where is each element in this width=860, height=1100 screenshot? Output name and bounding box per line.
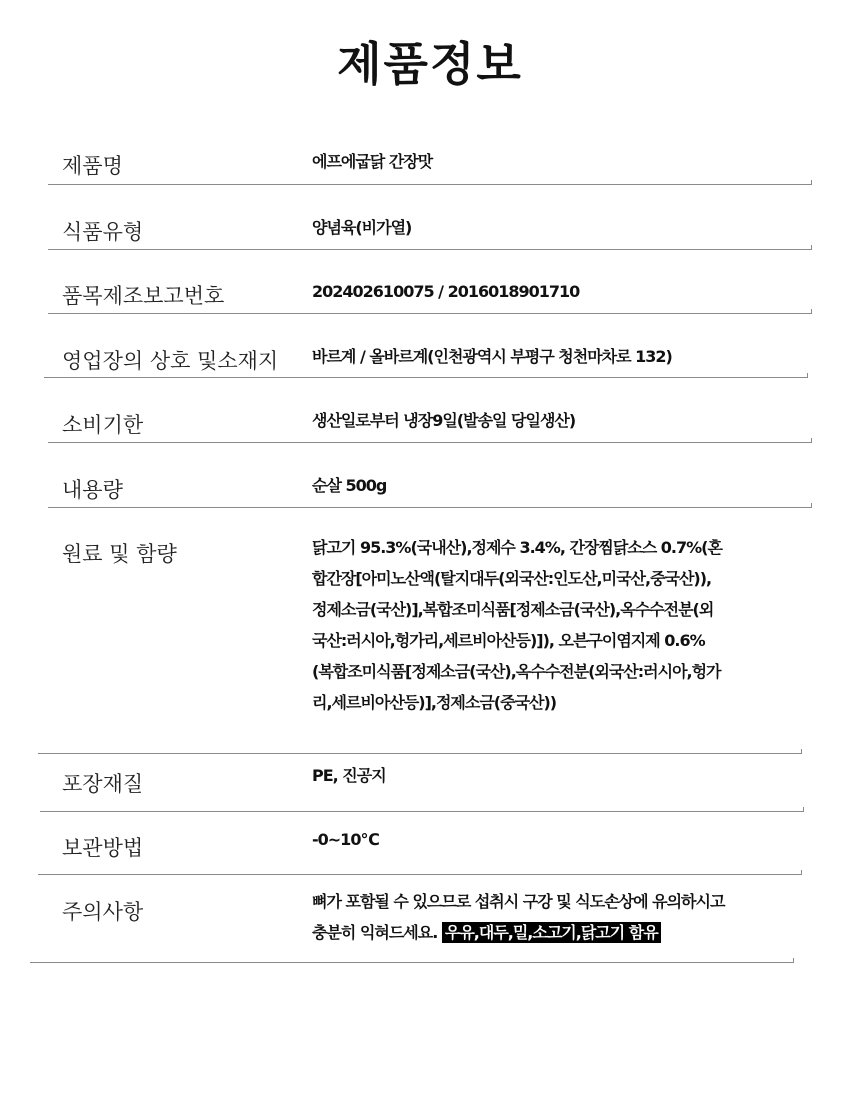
label-packaging: 포장재질 — [62, 772, 144, 796]
row-divider — [48, 507, 812, 508]
value-ingredients: 닭고기 95.3%(국내산),정제수 3.4%, 간장찜닭소스 0.7%(혼합간장[아미노산액(탈지대두(외국산:인도산,미국산,중국산)),정제소금(국산)],복합조미식품[정제소금(국산),옥수수전분(외국산:러시아,헝가리,세르비아산등)]), 오븐구이염지제 0.6%(복합조미식품[정제소금(국산),옥수수전분(외국산:러시아,헝가리,세르비아산등)],정제소금(중국산)) — [312, 538, 722, 712]
label-product-name: 제품명 — [62, 154, 123, 178]
value-product-name: 에프에굽닭 간장맛 — [312, 152, 433, 171]
value-storage: -0~10℃ — [312, 830, 379, 849]
label-food-type: 식품유형 — [62, 220, 144, 244]
row-divider — [48, 249, 812, 250]
caution-text: 뼈가 포함될 수 있으므로 섭취시 구강 및 식도손상에 유의하시고 충분히 익혀드세요. — [312, 892, 725, 942]
row-divider — [40, 811, 804, 812]
value-report-number: 202402610075 / 2016018901710 — [312, 282, 580, 301]
page-title: 제품정보 — [337, 37, 523, 91]
row-divider — [38, 874, 802, 875]
value-business-name-address: 바르계 / 올바르계(인천광역시 부평구 청천마차로 132) — [312, 347, 672, 366]
label-net-weight: 내용량 — [62, 478, 123, 502]
label-business-name-address: 영업장의 상호 및소재지 — [62, 349, 279, 373]
row-divider — [38, 753, 802, 754]
label-ingredients: 원료 및 함량 — [62, 542, 177, 566]
row-divider — [48, 313, 812, 314]
value-food-type: 양념육(비가열) — [312, 218, 412, 237]
value-expiration: 생산일로부터 냉장9일(발송일 당일생산) — [312, 411, 576, 430]
row-divider — [44, 377, 808, 378]
row-divider — [48, 184, 812, 185]
row-divider — [48, 442, 812, 443]
value-packaging: PE, 진공지 — [312, 766, 386, 785]
value-caution — [312, 886, 732, 948]
label-caution: 주의사항 — [62, 900, 144, 924]
row-divider — [30, 962, 794, 963]
allergen-highlight: 우유,대두,밀,소고기,닭고기 함유 — [442, 922, 661, 943]
label-storage: 보관방법 — [62, 836, 144, 860]
value-net-weight: 순살 500g — [312, 476, 387, 495]
label-report-number: 품목제조보고번호 — [62, 284, 225, 308]
label-expiration: 소비기한 — [62, 413, 144, 437]
